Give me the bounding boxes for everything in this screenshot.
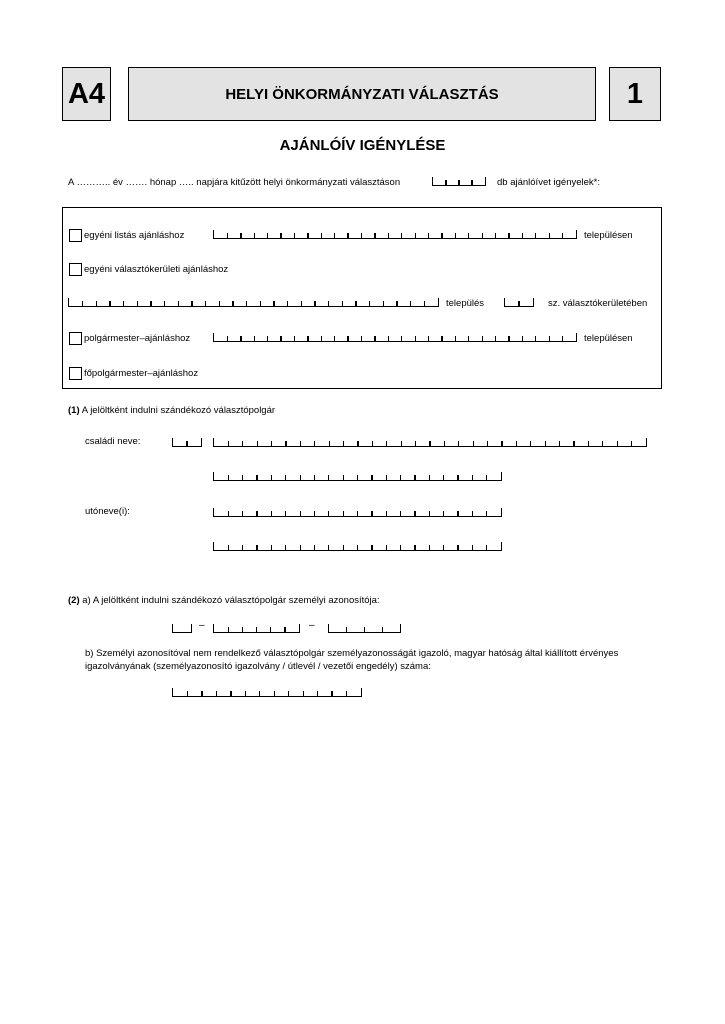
cell-divider xyxy=(260,301,261,306)
cell-divider xyxy=(588,441,589,446)
checkbox-egyeni-valasztokeruleti[interactable] xyxy=(69,263,82,276)
given-names-field-2[interactable] xyxy=(213,542,502,551)
id-document-number-field[interactable] xyxy=(172,688,362,697)
cell-divider xyxy=(445,180,446,185)
cell-divider xyxy=(307,233,308,238)
cell-divider xyxy=(559,441,560,446)
cell-divider xyxy=(522,233,523,238)
cell-divider xyxy=(443,475,444,480)
cell-divider xyxy=(428,233,429,238)
request-line-prefix: A ……….. év ……. hónap ….. napjára kitűzött helyi önkormányzati választáson xyxy=(68,177,401,188)
cell-divider xyxy=(457,511,458,516)
cell-divider xyxy=(386,475,387,480)
settlement-field-district[interactable] xyxy=(68,298,439,307)
cell-divider xyxy=(443,511,444,516)
cell-divider xyxy=(285,475,286,480)
cell-divider xyxy=(280,233,281,238)
cell-divider xyxy=(371,545,372,550)
cell-divider xyxy=(137,301,138,306)
cell-divider xyxy=(410,301,411,306)
page-number-box xyxy=(609,67,661,121)
cell-divider xyxy=(240,233,241,238)
cell-divider xyxy=(388,336,389,341)
cell-divider xyxy=(228,511,229,516)
cell-divider xyxy=(334,336,335,341)
cell-divider xyxy=(472,475,473,480)
cell-divider xyxy=(383,301,384,306)
cell-divider xyxy=(472,545,473,550)
cell-divider xyxy=(228,441,229,446)
cell-divider xyxy=(242,511,243,516)
cell-divider xyxy=(227,233,228,238)
family-name-prefix-field[interactable] xyxy=(172,438,202,447)
cell-divider xyxy=(317,691,318,696)
family-name-field-2[interactable] xyxy=(213,472,502,481)
cell-divider xyxy=(227,336,228,341)
cell-divider xyxy=(545,441,546,446)
cell-divider xyxy=(314,301,315,306)
cell-divider xyxy=(294,233,295,238)
cell-divider xyxy=(495,336,496,341)
cell-divider xyxy=(271,441,272,446)
cell-divider xyxy=(150,301,151,306)
cell-divider xyxy=(300,441,301,446)
cell-divider xyxy=(429,475,430,480)
cell-divider xyxy=(386,545,387,550)
option-polgarmester-label: polgármester–ajánláshoz xyxy=(84,333,191,344)
cell-divider xyxy=(303,691,304,696)
personal-id-dash-1: – xyxy=(199,620,205,631)
cell-divider xyxy=(382,627,383,632)
cell-divider xyxy=(328,545,329,550)
cell-divider xyxy=(429,545,430,550)
section1-heading xyxy=(68,405,275,416)
cell-divider xyxy=(458,180,459,185)
cell-divider xyxy=(455,336,456,341)
cell-divider xyxy=(468,336,469,341)
page-number: 1 xyxy=(626,77,644,110)
cell-divider xyxy=(415,336,416,341)
cell-divider xyxy=(164,301,165,306)
cell-divider xyxy=(242,545,243,550)
cell-divider xyxy=(347,336,348,341)
cell-divider xyxy=(357,545,358,550)
cell-divider xyxy=(280,336,281,341)
form-title: AJÁNLÓÍV IGÉNYLÉSE xyxy=(279,137,446,154)
cell-divider xyxy=(343,545,344,550)
section2-number: (2) xyxy=(68,595,80,606)
personal-id-field-3[interactable] xyxy=(328,624,401,633)
cell-divider xyxy=(270,627,271,632)
cell-divider xyxy=(285,441,286,446)
cell-divider xyxy=(371,475,372,480)
cell-divider xyxy=(288,691,289,696)
cell-divider xyxy=(361,336,362,341)
cell-divider xyxy=(400,511,401,516)
cell-divider xyxy=(96,301,97,306)
settlement-field-list[interactable] xyxy=(213,230,577,239)
cell-divider xyxy=(414,511,415,516)
cell-divider xyxy=(482,336,483,341)
option-egyeni-valasztokeruleti-label: egyéni választókerületi ajánláshoz xyxy=(84,264,229,275)
cell-divider xyxy=(400,545,401,550)
checkbox-fopolgarmester[interactable] xyxy=(69,367,82,380)
request-line-suffix: db ajánlóívet igényelek*: xyxy=(497,177,600,188)
cell-divider xyxy=(328,511,329,516)
valasztokeruleteben-label: sz. választókerületében xyxy=(548,298,648,309)
family-name-field-1[interactable] xyxy=(213,438,647,447)
cell-divider xyxy=(501,441,502,446)
cell-divider xyxy=(246,301,247,306)
cell-divider xyxy=(486,475,487,480)
cell-divider xyxy=(573,441,574,446)
cell-divider xyxy=(343,511,344,516)
cell-divider xyxy=(343,441,344,446)
district-number-field[interactable] xyxy=(504,298,534,307)
cell-divider xyxy=(82,301,83,306)
cell-divider xyxy=(314,511,315,516)
cell-divider xyxy=(187,691,188,696)
personal-id-field-1[interactable] xyxy=(172,624,192,633)
section2b-line2: igazolványának (személyazonosító igazolvány / útlevél / vezetői engedély) száma: xyxy=(85,661,431,672)
cell-divider xyxy=(518,301,519,306)
cell-divider xyxy=(343,475,344,480)
cell-divider xyxy=(242,475,243,480)
cell-divider xyxy=(273,301,274,306)
cell-divider xyxy=(441,336,442,341)
cell-divider xyxy=(522,336,523,341)
cell-divider xyxy=(444,441,445,446)
cell-divider xyxy=(369,301,370,306)
cell-divider xyxy=(300,511,301,516)
cell-divider xyxy=(457,475,458,480)
cell-divider xyxy=(232,301,233,306)
cell-divider xyxy=(415,233,416,238)
cell-divider xyxy=(300,545,301,550)
cell-divider xyxy=(361,233,362,238)
cell-divider xyxy=(471,180,472,185)
cell-divider xyxy=(424,301,425,306)
cell-divider xyxy=(486,511,487,516)
section2b-line1: b) Személyi azonosítóval nem rendelkező választópolgár személyazonosságát igazoló, magyar hatóság által kiállított érvényes xyxy=(85,648,619,659)
cell-divider xyxy=(191,301,192,306)
cell-divider xyxy=(357,475,358,480)
checkbox-egyeni-listas[interactable] xyxy=(69,229,82,242)
personal-id-dash-2: – xyxy=(309,620,315,631)
cell-divider xyxy=(374,233,375,238)
cell-divider xyxy=(259,691,260,696)
form-code-box xyxy=(62,67,111,121)
section1-number: (1) xyxy=(68,405,80,416)
cell-divider xyxy=(535,233,536,238)
cell-divider xyxy=(441,233,442,238)
cell-divider xyxy=(457,545,458,550)
cell-divider xyxy=(216,691,217,696)
cell-divider xyxy=(482,233,483,238)
cell-divider xyxy=(267,336,268,341)
cell-divider xyxy=(473,441,474,446)
cell-divider xyxy=(271,475,272,480)
cell-divider xyxy=(429,441,430,446)
cell-divider xyxy=(346,627,347,632)
cell-divider xyxy=(314,545,315,550)
cell-divider xyxy=(396,301,397,306)
cell-divider xyxy=(205,301,206,306)
option-egyeni-listas-label: egyéni listás ajánláshoz xyxy=(84,230,185,241)
cell-divider xyxy=(458,441,459,446)
cell-divider xyxy=(346,691,347,696)
cell-divider xyxy=(549,336,550,341)
cell-divider xyxy=(386,441,387,446)
cell-divider xyxy=(123,301,124,306)
cell-divider xyxy=(388,233,389,238)
cell-divider xyxy=(307,336,308,341)
cell-divider xyxy=(242,441,243,446)
cell-divider xyxy=(219,301,220,306)
cell-divider xyxy=(355,301,356,306)
family-name-label: családi neve: xyxy=(85,436,141,447)
cell-divider xyxy=(530,441,531,446)
cell-divider xyxy=(256,545,257,550)
given-names-label: utóneve(i): xyxy=(85,506,130,517)
cell-divider xyxy=(109,301,110,306)
cell-divider xyxy=(314,475,315,480)
cell-divider xyxy=(415,441,416,446)
cell-divider xyxy=(562,233,563,238)
cell-divider xyxy=(300,475,301,480)
cell-divider xyxy=(631,441,632,446)
cell-divider xyxy=(549,233,550,238)
telepulesen-label-2: településen xyxy=(584,333,633,344)
cell-divider xyxy=(455,233,456,238)
cell-divider xyxy=(347,233,348,238)
cell-divider xyxy=(230,691,231,696)
cell-divider xyxy=(414,475,415,480)
cell-divider xyxy=(328,475,329,480)
cell-divider xyxy=(508,336,509,341)
cell-divider xyxy=(285,545,286,550)
cell-divider xyxy=(271,545,272,550)
cell-divider xyxy=(294,336,295,341)
cell-divider xyxy=(508,233,509,238)
election-title: HELYI ÖNKORMÁNYZATI VÁLASZTÁS xyxy=(225,85,499,103)
cell-divider xyxy=(357,441,358,446)
telepules-label: település xyxy=(446,298,485,309)
cell-divider xyxy=(321,233,322,238)
cell-divider xyxy=(562,336,563,341)
cell-divider xyxy=(486,545,487,550)
checkbox-polgarmester[interactable] xyxy=(69,332,82,345)
cell-divider xyxy=(401,441,402,446)
cell-divider xyxy=(314,441,315,446)
election-title-box xyxy=(128,67,596,121)
given-names-field-1[interactable] xyxy=(213,508,502,517)
cell-divider xyxy=(201,691,202,696)
cell-divider xyxy=(331,691,332,696)
cell-divider xyxy=(240,336,241,341)
section2a-label: a) A jelöltként indulni szándékozó választópolgár személyi azonosítója: xyxy=(82,595,380,606)
settlement-field-mayor[interactable] xyxy=(213,333,577,342)
cell-divider xyxy=(257,441,258,446)
cell-divider xyxy=(495,233,496,238)
cell-divider xyxy=(487,441,488,446)
sheet-count-field[interactable] xyxy=(432,177,486,186)
cell-divider xyxy=(617,441,618,446)
cell-divider xyxy=(285,511,286,516)
cell-divider xyxy=(284,627,285,632)
cell-divider xyxy=(321,336,322,341)
cell-divider xyxy=(256,511,257,516)
cell-divider xyxy=(443,545,444,550)
cell-divider xyxy=(267,233,268,238)
cell-divider xyxy=(516,441,517,446)
cell-divider xyxy=(256,627,257,632)
cell-divider xyxy=(428,336,429,341)
personal-id-input-1[interactable] xyxy=(173,620,191,633)
cell-divider xyxy=(364,627,365,632)
telepulesen-label-1: településen xyxy=(584,230,633,241)
cell-divider xyxy=(374,336,375,341)
cell-divider xyxy=(254,233,255,238)
cell-divider xyxy=(329,441,330,446)
cell-divider xyxy=(400,475,401,480)
cell-divider xyxy=(228,475,229,480)
cell-divider xyxy=(401,336,402,341)
cell-divider xyxy=(228,627,229,632)
cell-divider xyxy=(301,301,302,306)
cell-divider xyxy=(254,336,255,341)
cell-divider xyxy=(242,627,243,632)
form-code: A4 xyxy=(67,77,106,110)
cell-divider xyxy=(178,301,179,306)
cell-divider xyxy=(245,691,246,696)
cell-divider xyxy=(371,511,372,516)
cell-divider xyxy=(256,475,257,480)
option-fopolgarmester-label: főpolgármester–ajánláshoz xyxy=(84,368,199,379)
cell-divider xyxy=(342,301,343,306)
cell-divider xyxy=(328,301,329,306)
cell-divider xyxy=(535,336,536,341)
personal-id-field-2[interactable] xyxy=(213,624,300,633)
section2a-text xyxy=(68,595,380,606)
cell-divider xyxy=(401,233,402,238)
cell-divider xyxy=(468,233,469,238)
cell-divider xyxy=(372,441,373,446)
cell-divider xyxy=(357,511,358,516)
cell-divider xyxy=(186,441,187,446)
cell-divider xyxy=(274,691,275,696)
cell-divider xyxy=(602,441,603,446)
cell-divider xyxy=(228,545,229,550)
cell-divider xyxy=(386,511,387,516)
section1-heading-text: A jelöltként indulni szándékozó választópolgár xyxy=(81,405,276,416)
cell-divider xyxy=(472,511,473,516)
cell-divider xyxy=(429,511,430,516)
cell-divider xyxy=(287,301,288,306)
cell-divider xyxy=(271,511,272,516)
cell-divider xyxy=(414,545,415,550)
cell-divider xyxy=(334,233,335,238)
